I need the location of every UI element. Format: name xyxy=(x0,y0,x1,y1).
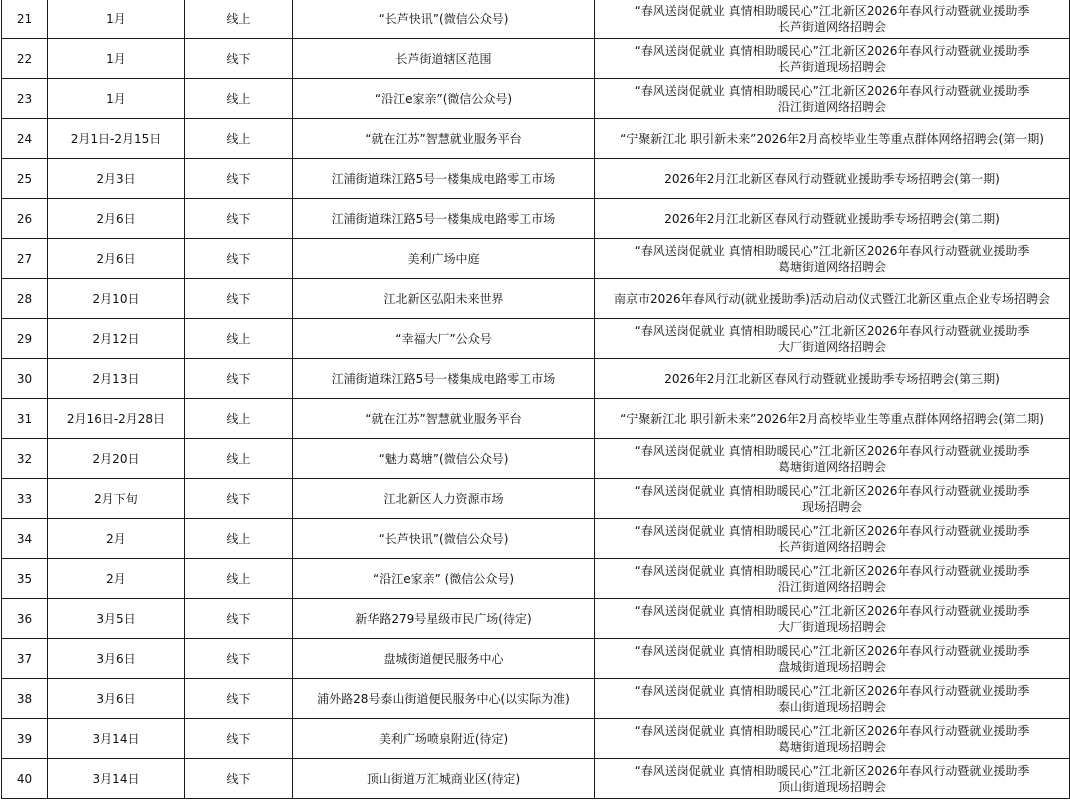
event-title-line: 长芦街道网络招聘会 xyxy=(777,539,886,554)
event-cell xyxy=(595,519,1070,559)
event-cell xyxy=(595,39,1070,79)
venue-cell: 美利广场喷泉附近(待定) xyxy=(293,719,595,759)
date-cell: 2月 xyxy=(48,559,185,599)
venue-cell: 盘城街道便民服务中心 xyxy=(293,639,595,679)
event-title-line: “宁聚新江北 职引新未来”2026年2月高校毕业生等重点群体网络招聘会(第二期) xyxy=(620,411,1044,426)
table-row xyxy=(2,319,1070,359)
table-body xyxy=(2,0,1070,799)
mode-cell: 线下 xyxy=(185,159,293,199)
table-row xyxy=(2,479,1070,519)
event-title-line: “春风送岗促就业 真情相助暖民心”江北新区2026年春风行动暨就业援助季 xyxy=(634,763,1030,778)
table-row xyxy=(2,159,1070,199)
event-cell xyxy=(595,719,1070,759)
venue-cell: “沿江e家亲” (微信公众号) xyxy=(293,559,595,599)
event-title-line: “春风送岗促就业 真情相助暖民心”江北新区2026年春风行动暨就业援助季 xyxy=(634,483,1030,498)
mode-cell: 线下 xyxy=(185,199,293,239)
venue-cell: 江浦街道珠江路5号一楼集成电路零工市场 xyxy=(293,159,595,199)
date-cell: 1月 xyxy=(48,0,185,39)
venue-cell: 美利广场中庭 xyxy=(293,239,595,279)
event-title-line: “春风送岗促就业 真情相助暖民心”江北新区2026年春风行动暨就业援助季 xyxy=(634,603,1030,618)
venue-cell: “幸福大厂”公众号 xyxy=(293,319,595,359)
date-cell: 3月14日 xyxy=(48,719,185,759)
event-title-line: 泰山街道现场招聘会 xyxy=(777,699,886,714)
row-number-cell: 34 xyxy=(2,519,48,559)
mode-cell: 线上 xyxy=(185,119,293,159)
table-row xyxy=(2,519,1070,559)
event-cell xyxy=(595,119,1070,159)
row-number-cell: 24 xyxy=(2,119,48,159)
row-number-cell: 26 xyxy=(2,199,48,239)
event-title-line: “春风送岗促就业 真情相助暖民心”江北新区2026年春风行动暨就业援助季 xyxy=(634,3,1030,18)
row-number-cell: 27 xyxy=(2,239,48,279)
date-cell: 2月6日 xyxy=(48,239,185,279)
row-number-cell: 25 xyxy=(2,159,48,199)
event-cell xyxy=(595,559,1070,599)
event-cell xyxy=(595,159,1070,199)
date-cell: 2月10日 xyxy=(48,279,185,319)
event-cell xyxy=(595,399,1070,439)
event-title-line: 沿江街道网络招聘会 xyxy=(777,579,886,594)
row-number-cell: 29 xyxy=(2,319,48,359)
date-cell: 2月13日 xyxy=(48,359,185,399)
event-title-line: “春风送岗促就业 真情相助暖民心”江北新区2026年春风行动暨就业援助季 xyxy=(634,243,1030,258)
event-cell xyxy=(595,679,1070,719)
table-row xyxy=(2,439,1070,479)
table-row xyxy=(2,359,1070,399)
event-title-line: “春风送岗促就业 真情相助暖民心”江北新区2026年春风行动暨就业援助季 xyxy=(634,683,1030,698)
event-cell xyxy=(595,639,1070,679)
event-title-line: 南京市2026年春风行动(就业援助季)活动启动仪式暨江北新区重点企业专场招聘会 xyxy=(614,291,1050,306)
event-title-line: 大厂街道现场招聘会 xyxy=(777,619,886,634)
row-number-cell: 38 xyxy=(2,679,48,719)
mode-cell: 线上 xyxy=(185,399,293,439)
mode-cell: 线下 xyxy=(185,279,293,319)
venue-cell: “长芦快讯”(微信公众号) xyxy=(293,0,595,39)
date-cell: 2月12日 xyxy=(48,319,185,359)
date-cell: 2月1日-2月15日 xyxy=(48,119,185,159)
table-row xyxy=(2,279,1070,319)
row-number-cell: 40 xyxy=(2,759,48,799)
event-title-line: 现场招聘会 xyxy=(801,499,862,514)
mode-cell: 线上 xyxy=(185,0,293,39)
event-title-line: “春风送岗促就业 真情相助暖民心”江北新区2026年春风行动暨就业援助季 xyxy=(634,443,1030,458)
event-title-line: 大厂街道网络招聘会 xyxy=(777,339,886,354)
row-number-cell: 22 xyxy=(2,39,48,79)
event-cell xyxy=(595,599,1070,639)
row-number-cell: 32 xyxy=(2,439,48,479)
row-number-cell: 33 xyxy=(2,479,48,519)
table-row xyxy=(2,199,1070,239)
event-cell xyxy=(595,439,1070,479)
mode-cell: 线下 xyxy=(185,639,293,679)
event-title-line: “春风送岗促就业 真情相助暖民心”江北新区2026年春风行动暨就业援助季 xyxy=(634,323,1030,338)
date-cell: 2月3日 xyxy=(48,159,185,199)
event-title-line: “春风送岗促就业 真情相助暖民心”江北新区2026年春风行动暨就业援助季 xyxy=(634,523,1030,538)
event-title-line: 葛塘街道现场招聘会 xyxy=(777,739,886,754)
table-row xyxy=(2,39,1070,79)
event-title-line: “春风送岗促就业 真情相助暖民心”江北新区2026年春风行动暨就业援助季 xyxy=(634,643,1030,658)
mode-cell: 线下 xyxy=(185,359,293,399)
mode-cell: 线上 xyxy=(185,319,293,359)
venue-cell: “就在江苏”智慧就业服务平台 xyxy=(293,119,595,159)
venue-cell: 江浦街道珠江路5号一楼集成电路零工市场 xyxy=(293,359,595,399)
date-cell: 3月6日 xyxy=(48,639,185,679)
date-cell: 2月6日 xyxy=(48,199,185,239)
mode-cell: 线下 xyxy=(185,599,293,639)
row-number-cell: 37 xyxy=(2,639,48,679)
mode-cell: 线上 xyxy=(185,559,293,599)
table-row xyxy=(2,239,1070,279)
table-row xyxy=(2,679,1070,719)
row-number-cell: 35 xyxy=(2,559,48,599)
event-title-line: 沿江街道网络招聘会 xyxy=(777,99,886,114)
row-number-cell: 21 xyxy=(2,0,48,39)
table-row xyxy=(2,0,1070,39)
mode-cell: 线下 xyxy=(185,679,293,719)
event-cell xyxy=(595,479,1070,519)
mode-cell: 线下 xyxy=(185,719,293,759)
venue-cell: 新华路279号星级市民广场(待定) xyxy=(293,599,595,639)
mode-cell: 线下 xyxy=(185,39,293,79)
event-title-line: 2026年2月江北新区春风行动暨就业援助季专场招聘会(第三期) xyxy=(664,371,1000,386)
date-cell: 2月下旬 xyxy=(48,479,185,519)
event-title-line: “春风送岗促就业 真情相助暖民心”江北新区2026年春风行动暨就业援助季 xyxy=(634,43,1030,58)
date-cell: 1月 xyxy=(48,39,185,79)
date-cell: 1月 xyxy=(48,79,185,119)
event-cell xyxy=(595,199,1070,239)
table-row xyxy=(2,759,1070,799)
venue-cell: “沿江e家亲”(微信公众号) xyxy=(293,79,595,119)
date-cell: 3月5日 xyxy=(48,599,185,639)
venue-cell: 浦外路28号泰山街道便民服务中心(以实际为准) xyxy=(293,679,595,719)
table-row xyxy=(2,719,1070,759)
event-title-line: 长芦街道现场招聘会 xyxy=(777,59,886,74)
venue-cell: “魅力葛塘”(微信公众号) xyxy=(293,439,595,479)
event-title-line: “春风送岗促就业 真情相助暖民心”江北新区2026年春风行动暨就业援助季 xyxy=(634,83,1030,98)
venue-cell: 顶山街道万汇城商业区(待定) xyxy=(293,759,595,799)
event-title-line: 2026年2月江北新区春风行动暨就业援助季专场招聘会(第一期) xyxy=(664,171,1000,186)
mode-cell: 线下 xyxy=(185,759,293,799)
venue-cell: 长芦街道辖区范围 xyxy=(293,39,595,79)
row-number-cell: 28 xyxy=(2,279,48,319)
date-cell: 2月16日-2月28日 xyxy=(48,399,185,439)
event-title-line: “春风送岗促就业 真情相助暖民心”江北新区2026年春风行动暨就业援助季 xyxy=(634,723,1030,738)
table-row xyxy=(2,639,1070,679)
mode-cell: 线上 xyxy=(185,439,293,479)
table-row xyxy=(2,399,1070,439)
row-number-cell: 31 xyxy=(2,399,48,439)
venue-cell: “就在江苏”智慧就业服务平台 xyxy=(293,399,595,439)
date-cell: 2月20日 xyxy=(48,439,185,479)
event-title-line: 长芦街道网络招聘会 xyxy=(777,19,886,34)
row-number-cell: 36 xyxy=(2,599,48,639)
venue-cell: “长芦快讯”(微信公众号) xyxy=(293,519,595,559)
event-title-line: “春风送岗促就业 真情相助暖民心”江北新区2026年春风行动暨就业援助季 xyxy=(634,563,1030,578)
table-row xyxy=(2,119,1070,159)
venue-cell: 江浦街道珠江路5号一楼集成电路零工市场 xyxy=(293,199,595,239)
mode-cell: 线下 xyxy=(185,479,293,519)
event-title-line: 葛塘街道网络招聘会 xyxy=(777,259,886,274)
event-cell xyxy=(595,279,1070,319)
event-cell xyxy=(595,759,1070,799)
recruitment-schedule-table xyxy=(1,0,1070,799)
event-cell xyxy=(595,79,1070,119)
date-cell: 3月14日 xyxy=(48,759,185,799)
venue-cell: 江北新区人力资源市场 xyxy=(293,479,595,519)
row-number-cell: 39 xyxy=(2,719,48,759)
event-title-line: 盘城街道现场招聘会 xyxy=(777,659,886,674)
mode-cell: 线上 xyxy=(185,519,293,559)
row-number-cell: 23 xyxy=(2,79,48,119)
mode-cell: 线下 xyxy=(185,239,293,279)
event-title-line: “宁聚新江北 职引新未来”2026年2月高校毕业生等重点群体网络招聘会(第一期) xyxy=(620,131,1044,146)
event-cell xyxy=(595,239,1070,279)
table-row xyxy=(2,599,1070,639)
date-cell: 2月 xyxy=(48,519,185,559)
event-cell xyxy=(595,359,1070,399)
date-cell: 3月6日 xyxy=(48,679,185,719)
row-number-cell: 30 xyxy=(2,359,48,399)
table-row xyxy=(2,559,1070,599)
venue-cell: 江北新区弘阳未来世界 xyxy=(293,279,595,319)
mode-cell: 线上 xyxy=(185,79,293,119)
event-cell xyxy=(595,319,1070,359)
event-title-line: 2026年2月江北新区春风行动暨就业援助季专场招聘会(第二期) xyxy=(664,211,1000,226)
event-title-line: 顶山街道现场招聘会 xyxy=(777,779,886,794)
table-row xyxy=(2,79,1070,119)
event-cell xyxy=(595,0,1070,39)
event-title-line: 葛塘街道网络招聘会 xyxy=(777,459,886,474)
